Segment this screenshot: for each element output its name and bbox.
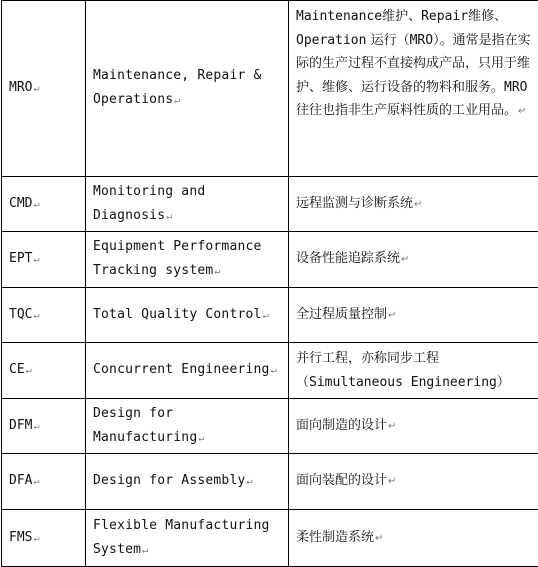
paragraph-mark-icon: ↵ (33, 199, 39, 210)
description-text-latin: Maintenance (296, 9, 382, 24)
description-text: ）。通常是指在实际的生产过程不直接构成产品，只用于维护、维修、运行设备的物料和服务。 (296, 33, 531, 95)
paragraph-mark-icon: ↵ (33, 83, 39, 94)
full-name-cell (86, 399, 289, 454)
paragraph-mark-icon: ↵ (247, 476, 253, 487)
paragraph-mark-icon: ↵ (33, 254, 39, 265)
table-row (2, 399, 538, 454)
description-text: 维修、 (468, 9, 507, 24)
paragraph-mark-icon: ↵ (198, 433, 204, 444)
full-name-text: Monitoring and Diagnosis (93, 184, 205, 223)
abbreviation-cell (2, 1, 86, 177)
description-text: 柔性制造系统 (296, 530, 374, 545)
table-row (2, 1, 538, 177)
abbreviation-text: TQC (9, 307, 32, 322)
description-text-latin: Repair (421, 9, 468, 24)
paragraph-mark-icon: ↵ (518, 106, 526, 117)
table-row (2, 288, 538, 343)
paragraph-mark-icon: ↵ (375, 533, 383, 544)
abbreviation-text: DFA (9, 473, 32, 488)
description-text: 维护、 (382, 9, 421, 24)
description-cell (289, 232, 538, 288)
table-row (2, 343, 538, 399)
paragraph-mark-icon: ↵ (271, 365, 277, 376)
description-text-latin: Simultaneous Engineering (309, 375, 497, 390)
full-name-cell (86, 343, 289, 399)
table-row (2, 232, 538, 288)
paragraph-mark-icon: ↵ (33, 533, 39, 544)
description-cell (289, 399, 538, 454)
full-name-text: Concurrent Engineering (93, 362, 270, 377)
description-text: ） (497, 375, 510, 390)
paragraph-mark-icon: ↵ (388, 476, 396, 487)
description-cell (289, 1, 538, 177)
description-text-latin: Operation (296, 33, 366, 48)
full-name-cell (86, 510, 289, 567)
abbreviation-cell (2, 288, 86, 343)
abbreviation-text: MRO (9, 80, 32, 95)
paragraph-mark-icon: ↵ (263, 310, 269, 321)
abbreviation-text: CE (9, 362, 25, 377)
full-name-text: Design for Manufacturing (93, 406, 197, 445)
paragraph-mark-icon: ↵ (33, 310, 39, 321)
full-name-text: Maintenance, Repair & Operations (93, 68, 262, 107)
full-name-cell (86, 177, 289, 232)
abbreviation-text: CMD (9, 196, 32, 211)
full-name-cell (86, 288, 289, 343)
full-name-cell (86, 1, 289, 177)
abbreviation-cell (2, 232, 86, 288)
description-text: 面向制造的设计 (296, 418, 387, 433)
description-text: 往往也指非生产原料性质的工业用品。 (296, 103, 517, 118)
paragraph-mark-icon: ↵ (214, 266, 220, 277)
abbreviation-cell (2, 510, 86, 567)
description-text: 全过程质量控制 (296, 307, 387, 322)
description-cell (289, 343, 538, 399)
abbreviation-cell (2, 454, 86, 510)
abbreviation-text: EPT (9, 251, 32, 266)
full-name-cell (86, 232, 289, 288)
abbreviation-cell (2, 343, 86, 399)
description-text: 并行工程，亦称同步工程（ (296, 351, 439, 390)
paragraph-mark-icon: ↵ (414, 199, 422, 210)
abbreviation-cell (2, 177, 86, 232)
description-cell (289, 510, 538, 567)
full-name-cell (86, 454, 289, 510)
glossary-table (1, 0, 538, 567)
full-name-text: Design for Assembly (93, 473, 246, 488)
abbreviation-text: DFM (9, 418, 32, 433)
abbreviation-text: FMS (9, 530, 32, 545)
paragraph-mark-icon: ↵ (388, 310, 396, 321)
paragraph-mark-icon: ↵ (401, 254, 409, 265)
paragraph-mark-icon: ↵ (388, 421, 396, 432)
table-row (2, 177, 538, 232)
full-name-text: Total Quality Control (93, 307, 262, 322)
description-text-latin: MRO (504, 80, 527, 95)
description-cell (289, 454, 538, 510)
paragraph-mark-icon: ↵ (166, 211, 172, 222)
table-row (2, 454, 538, 510)
paragraph-mark-icon: ↵ (174, 95, 180, 106)
description-cell (289, 177, 538, 232)
description-cell (289, 288, 538, 343)
paragraph-mark-icon: ↵ (26, 365, 32, 376)
table-row (2, 510, 538, 567)
paragraph-mark-icon: ↵ (33, 421, 39, 432)
full-name-text: Equipment Performance Tracking system (93, 239, 262, 278)
paragraph-mark-icon: ↵ (33, 476, 39, 487)
abbreviation-cell (2, 399, 86, 454)
full-name-text: Flexible Manufacturing System (93, 518, 270, 557)
description-text: 面向装配的设计 (296, 473, 387, 488)
description-text: 远程监测与诊断系统 (296, 196, 413, 211)
description-text: 运行（ (366, 33, 409, 48)
description-text: 设备性能追踪系统 (296, 251, 400, 266)
paragraph-mark-icon: ↵ (142, 545, 148, 556)
description-text-latin: MRO (410, 33, 433, 48)
